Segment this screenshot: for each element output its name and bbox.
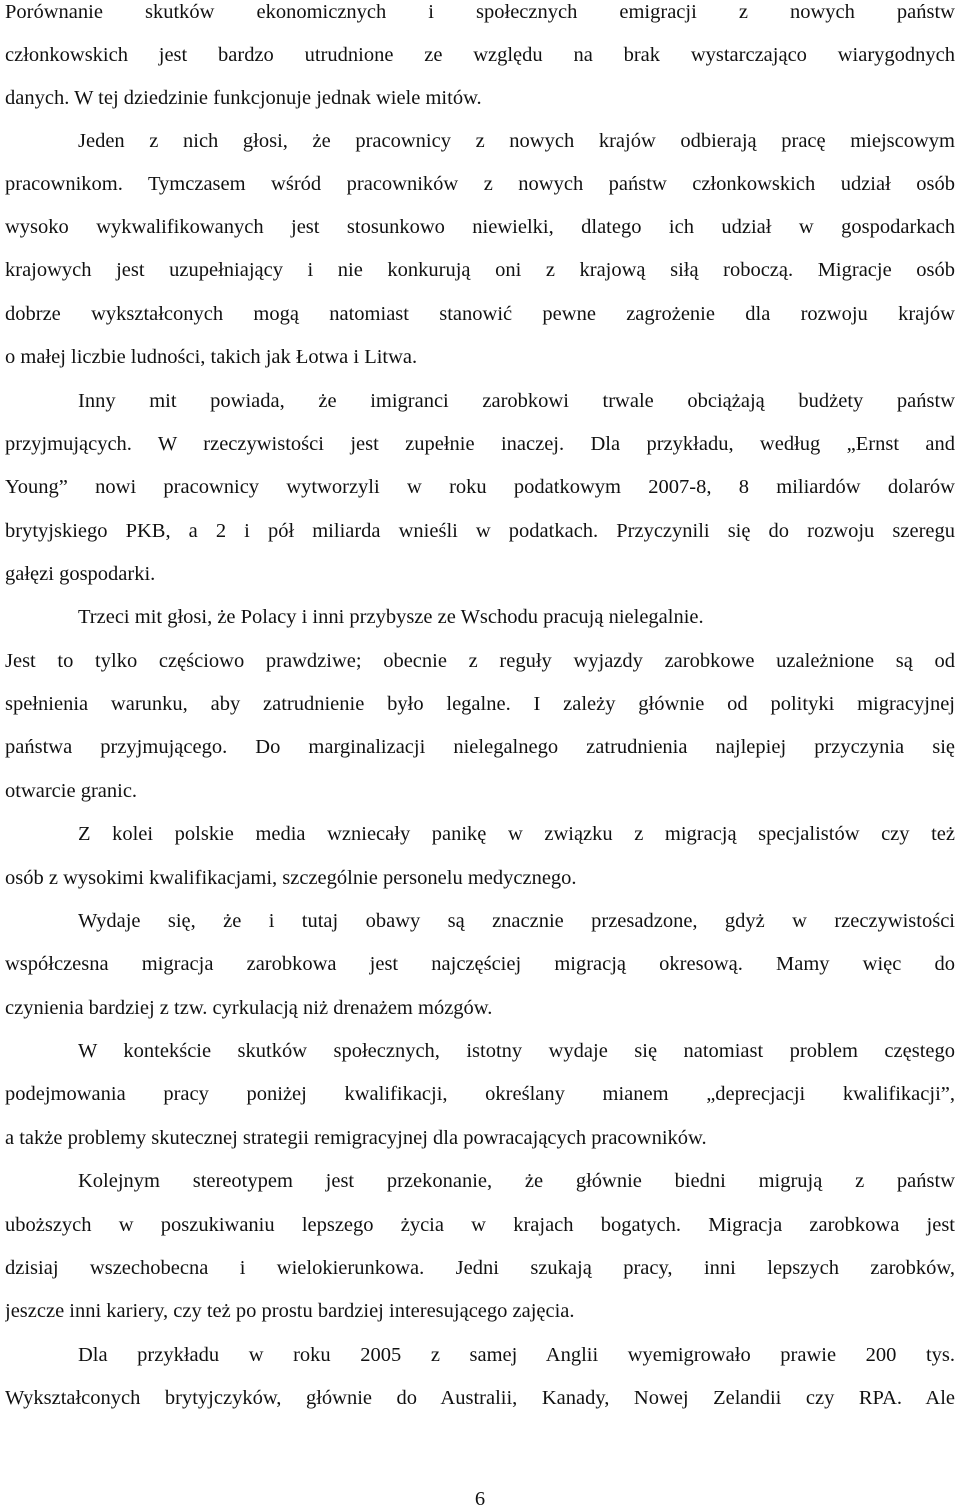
text-line: spełnienia warunku, aby zatrudnienie było legalne. I zależy głównie od polityki migracyjnej [5,693,955,715]
text-line: czynienia bardziej z tzw. cyrkulacją niż drenażem mózgów. [5,997,493,1019]
text-line: osób z wysokimi kwalifikacjami, szczególnie personelu medycznego. [5,867,577,889]
text-line: wysoko wykwalifikowanych jest stosunkowo niewielki, dlatego ich udział w gospodarkach [5,216,955,238]
page-number: 6 [474,1488,486,1509]
text-line: Wydaje się, że i tutaj obawy są znacznie przesadzone, gdyż w rzeczywistości [78,910,955,932]
text-line: podejmowania pracy poniżej kwalifikacji, określany mianem „deprecjacji kwalifikacji”, [5,1083,955,1105]
text-line: Jeden z nich głosi, że pracownicy z nowych krajów odbierają pracę miejscowym [78,130,955,152]
text-line: Kolejnym stereotypem jest przekonanie, że głównie biedni migrują z państw [78,1170,955,1192]
text-line: współczesna migracja zarobkowa jest najczęściej migracją okresową. Mamy więc do [5,953,955,975]
text-line: Dla przykładu w roku 2005 z samej Anglii wyemigrowało prawie 200 tys. [78,1344,955,1366]
text-line: uboższych w poszukiwaniu lepszego życia w krajach bogatych. Migracja zarobkowa jest [5,1214,955,1236]
text-line: Z kolei polskie media wzniecały panikę w związku z migracją specjalistów czy też [78,823,955,845]
text-line: Porównanie skutków ekonomicznych i społecznych emigracji z nowych państw [5,1,955,23]
text-line: Inny mit powiada, że imigranci zarobkowi trwale obciążają budżety państw [78,390,955,412]
text-line: danych. W tej dziedzinie funkcjonuje jednak wiele mitów. [5,87,482,109]
text-line: państwa przyjmującego. Do marginalizacji nielegalnego zatrudnienia najlepiej przyczynia się [5,736,955,758]
text-line: Trzeci mit głosi, że Polacy i inni przybysze ze Wschodu pracują nielegalnie. [78,606,704,628]
text-line: jeszcze inni kariery, czy też po prostu bardziej interesującego zajęcia. [5,1300,575,1322]
text-line: dobrze wykształconych mogą natomiast stanowić pewne zagrożenie dla rozwoju krajów [5,303,955,325]
text-line: pracownikom. Tymczasem wśród pracowników z nowych państw członkowskich udział osób [5,173,955,195]
text-line: Jest to tylko częściowo prawdziwe; obecnie z reguły wyjazdy zarobkowe uzależnione są od [5,650,955,672]
text-line: a także problemy skutecznej strategii remigracyjnej dla powracających pracowników. [5,1127,707,1149]
text-line: brytyjskiego PKB, a 2 i pół miliarda wnieśli w podatkach. Przyczynili się do rozwoju szeregu [5,520,955,542]
text-line: dzisiaj wszechobecna i wielokierunkowa. Jedni szukają pracy, inni lepszych zarobków, [5,1257,955,1279]
text-line: Wykształconych brytyjczyków, głównie do Australii, Kanady, Nowej Zelandii czy RPA. Ale [5,1387,955,1409]
text-line: członkowskich jest bardzo utrudnione ze względu na brak wystarczająco wiarygodnych [5,44,955,66]
text-line: o małej liczbie ludności, takich jak Łotwa i Litwa. [5,346,418,368]
text-line: Young” nowi pracownicy wytworzyli w roku podatkowym 2007-8, 8 miliardów dolarów [5,476,955,498]
text-line: otwarcie granic. [5,780,138,802]
text-line: krajowych jest uzupełniający i nie konkurują oni z krajową siłą roboczą. Migracje osób [5,259,955,281]
text-line: przyjmujących. W rzeczywistości jest zupełnie inaczej. Dla przykładu, według „Ernst and [5,433,955,455]
text-line: gałęzi gospodarki. [5,563,156,585]
text-line: W kontekście skutków społecznych, istotny wydaje się natomiast problem częstego [78,1040,955,1062]
